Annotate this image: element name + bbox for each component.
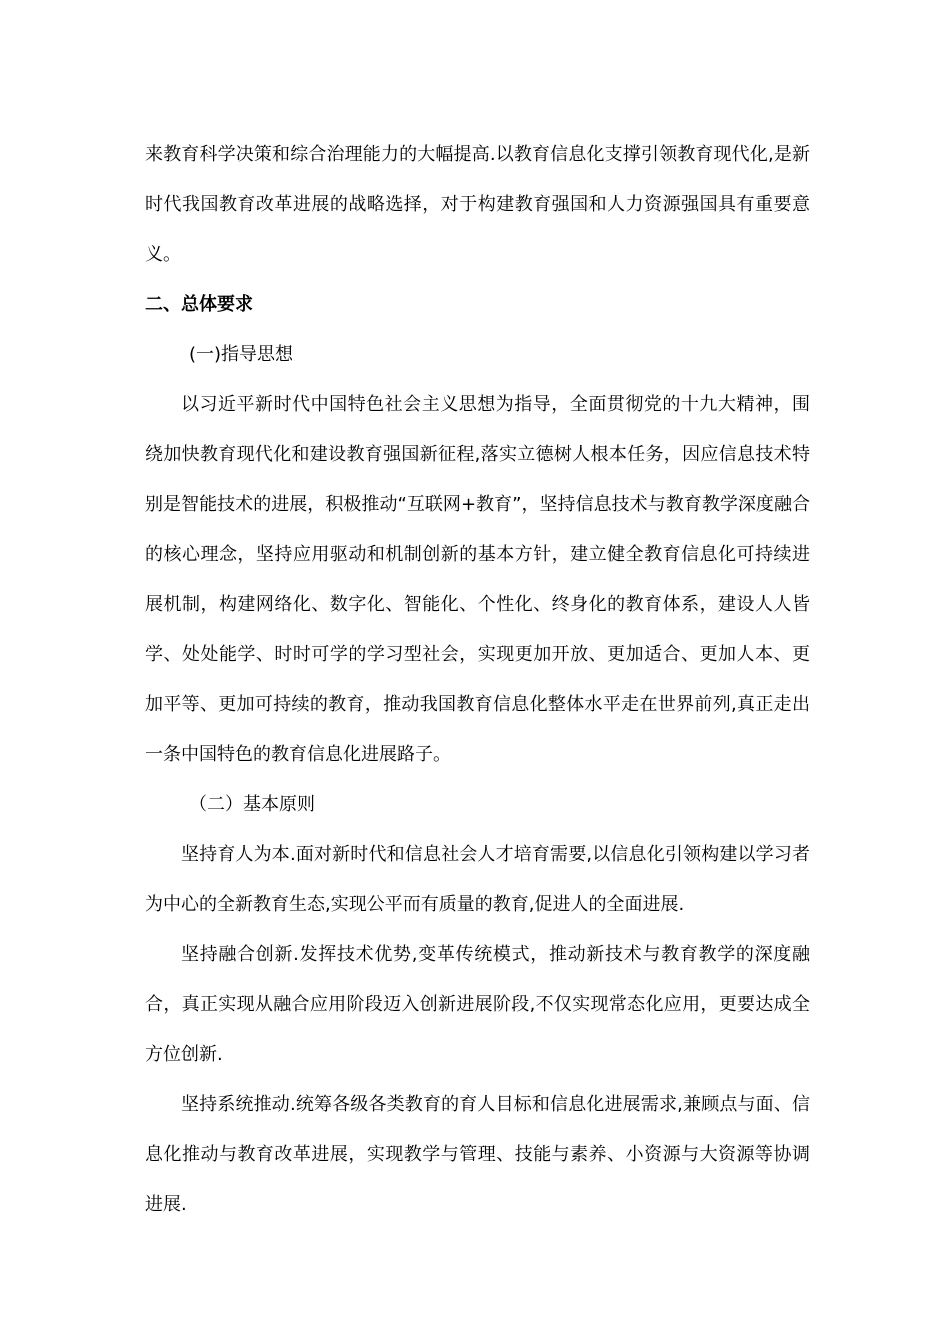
principle-paragraph-systematic-promotion: 坚持系统推动.统筹各级各类教育的育人目标和信息化进展需求,兼顾点与面、信息化推动与教育改革进展，实现教学与管理、技能与素养、小资源与大资源等协调进展.	[145, 1094, 810, 1215]
document-body	[145, 130, 810, 1230]
principle-paragraph-integration-innovation: 坚持融合创新.发挥技术优势,变革传统模式，推动新技术与教育教学的深度融合，真正实现从融合应用阶段迈入创新进展阶段,不仅实现常态化应用，更要达成全方位创新.	[145, 944, 810, 1065]
principle-paragraph-people-oriented: 坚持育人为本.面对新时代和信息社会人才培育需要,以信息化引领构建以学习者为中心的全新教育生态,实现公平而有质量的教育,促进人的全面进展.	[145, 844, 810, 915]
subsection-title-basic-principles: （二）基本原则	[189, 794, 315, 815]
guiding-ideology-paragraph: 以习近平新时代中国特色社会主义思想为指导，全面贯彻党的十九大精神，围绕加快教育现代化和建设教育强国新征程,落实立德树人根本任务，因应信息技术特别是智能技术的进展，积极推动“互联网+教育”，坚持信息技术与教育教学深度融合的核心理念，坚持应用驱动和机制创新的基本方针，建立健全教育信息化可持续进展机制，构建网络化、数字化、智能化、个性化、终身化的教育体系，建设人人皆学、处处能学、时时可学的学习型社会，实现更加开放、更加适合、更加人本、更加平等、更加可持续的教育，推动我国教育信息化整体水平走在世界前列,真正走出一条中国特色的教育信息化进展路子。	[145, 394, 810, 765]
intro-continuation-paragraph: 来教育科学决策和综合治理能力的大幅提高.以教育信息化支撑引领教育现代化,是新时代我国教育改革进展的战略选择，对于构建教育强国和人力资源强国具有重要意义。	[145, 144, 810, 265]
section-heading: 二、总体要求	[145, 294, 253, 315]
subsection-title-guiding-ideology: (一)指导思想	[189, 344, 294, 365]
